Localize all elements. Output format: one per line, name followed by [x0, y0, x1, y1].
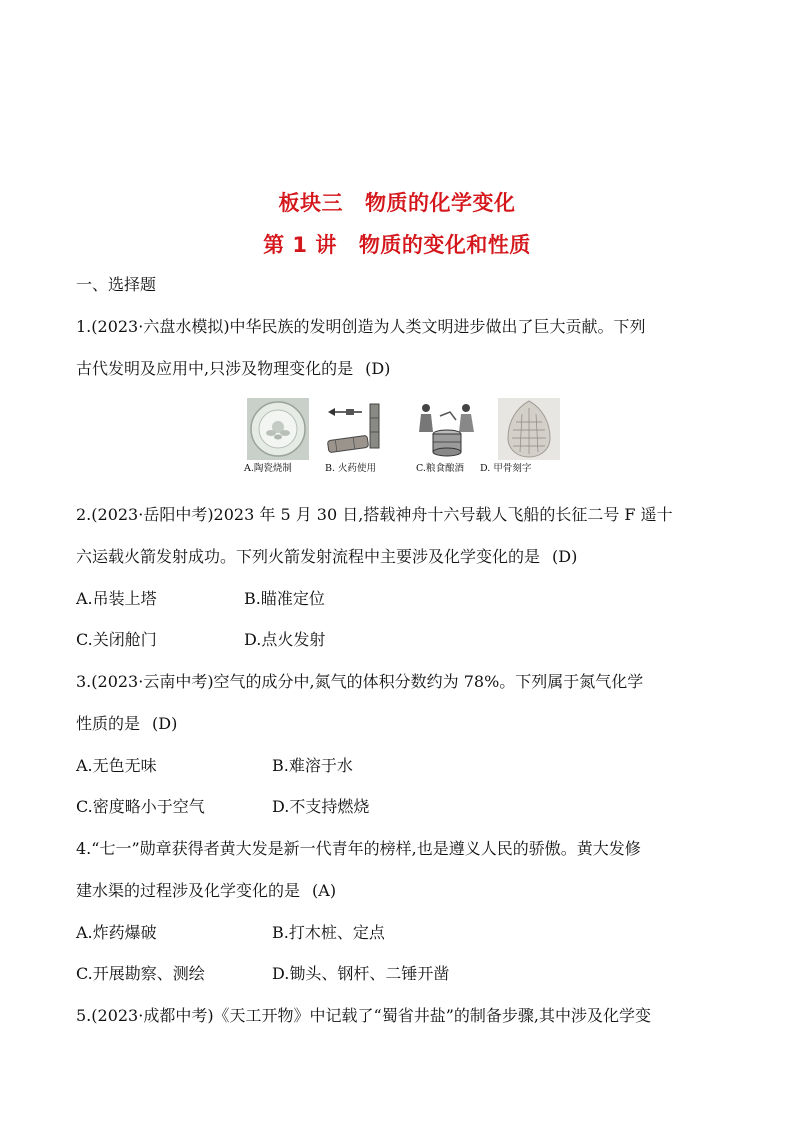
- q1-caption-c: C.粮食酿酒: [416, 463, 464, 474]
- q3-answer: (D): [152, 714, 178, 733]
- block-title: [0, 187, 794, 217]
- lecture-number: 第 1 讲: [263, 233, 337, 257]
- q1-caption-b: B. 火药使用: [325, 463, 377, 474]
- q1-text-line2: [76, 356, 390, 379]
- section-heading: 一、选择题: [76, 275, 157, 294]
- q5-text-line1: 5.(2023·成都中考)《天工开物》中记载了“蜀省井盐”的制备步骤,其中涉及化学变: [76, 1006, 652, 1025]
- q4-option-d: D.锄头、钢杆、二锤开凿: [272, 964, 450, 983]
- q2-option-a: A.吊装上塔: [76, 589, 157, 608]
- q3-option-b: B.难溶于水: [272, 756, 353, 775]
- q4-answer: (A): [312, 881, 337, 900]
- q2-text-line2: [76, 544, 577, 567]
- oracle-bone-image: [498, 398, 560, 460]
- q2-option-c: C.关闭舱门: [76, 630, 157, 649]
- q1-caption-a: A.陶瓷烧制: [244, 463, 292, 474]
- q4-stem: 建水渠的过程涉及化学变化的是: [76, 881, 301, 900]
- q3-option-d: D.不支持燃烧: [272, 797, 370, 816]
- q3-text-line2: [76, 711, 177, 734]
- q3-stem: 性质的是: [76, 714, 141, 733]
- porcelain-plate-image: [247, 398, 309, 460]
- q4-option-b: B.打木桩、定点: [272, 923, 385, 942]
- q1-figure: [244, 398, 546, 474]
- q1-stem: 古代发明及应用中,只涉及物理变化的是: [76, 359, 354, 378]
- q2-answer: (D): [552, 547, 578, 566]
- lecture-name: 物质的变化和性质: [358, 233, 531, 257]
- q3-option-a: A.无色无味: [76, 756, 157, 775]
- q4-text-line1: 4.“七一”勋章获得者黄大发是新一代青年的榜样,也是遵义人民的骄傲。黄大发修: [76, 839, 641, 858]
- q4-option-a: A.炸药爆破: [76, 923, 157, 942]
- q1-answer: (D): [365, 359, 391, 378]
- block-name: 物质的化学变化: [365, 191, 516, 215]
- q2-option-b: B.瞄准定位: [244, 589, 325, 608]
- q4-text-line2: [76, 878, 336, 901]
- q4-option-c: C.开展勘察、测绘: [76, 964, 205, 983]
- q1-text-line1: 1.(2023·六盘水模拟)中华民族的发明创造为人类文明进步做出了巨大贡献。下列: [76, 317, 646, 336]
- q1-caption-d: D. 甲骨刻字: [480, 463, 532, 474]
- gunpowder-weapon-image: [324, 398, 386, 460]
- lecture-title: [0, 229, 794, 259]
- q2-option-d: D.点火发射: [244, 630, 326, 649]
- q3-text-line1: 3.(2023·云南中考)空气的成分中,氮气的体积分数约为 78%。下列属于氮气化学: [76, 672, 644, 691]
- q3-option-c: C.密度略小于空气: [76, 797, 205, 816]
- block-number: 板块三: [278, 191, 343, 215]
- q2-stem: 六运载火箭发射成功。下列火箭发射流程中主要涉及化学变化的是: [76, 547, 541, 566]
- q2-text-line1: 2.(2023·岳阳中考)2023 年 5 月 30 日,搭载神舟十六号载人飞船的长征二号 F 遥十: [76, 505, 673, 524]
- grain-brewing-image: [416, 398, 478, 460]
